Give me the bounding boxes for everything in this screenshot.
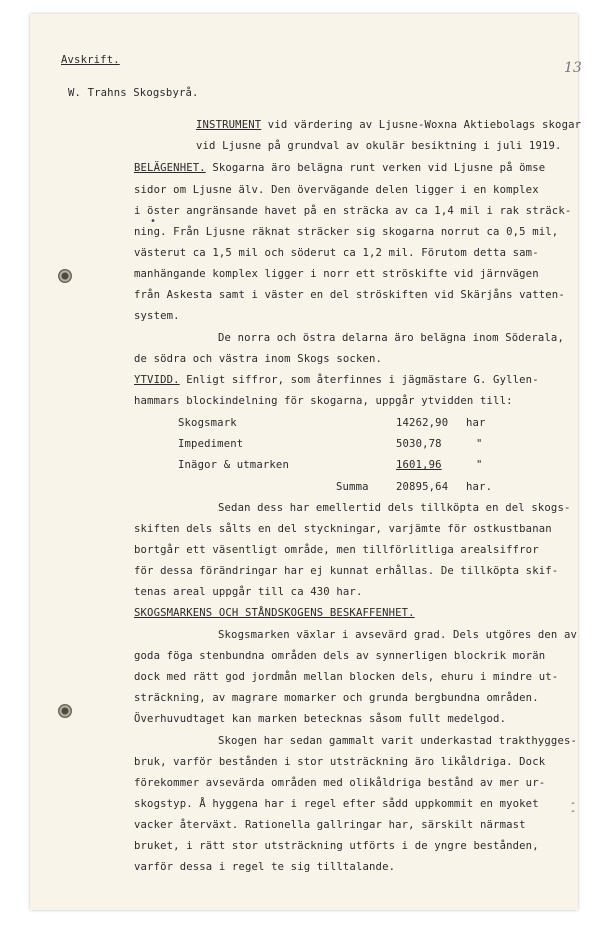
area-value: 1601,96 [396,459,442,471]
document-page [30,14,582,910]
belagenhet-line-1: BELÄGENHET. Skogarna äro belägna runt verken vid Ljusne på ömse [134,162,546,174]
text-line: för dessa förändringar har ej kunnat erhållas. De tillköpta skif- [134,565,559,577]
text-line: västerut ca 1,5 mil och söderut ca 1,2 mil. Förutom detta sam- [134,247,539,259]
section-heading-beskaffenhet: SKOGSMARKENS OCH STÅNDSKOGENS BESKAFFENHET. [134,607,415,619]
punch-hole-top [58,269,72,283]
intro-line-2: vid Ljusne på grundval av okulär besiktning i juli 1919. [196,140,562,152]
page-number: 13 [564,60,582,76]
ytvidd-line-1: YTVIDD. Enligt siffror, som återfinnes i jägmästare G. Gyllen- [134,374,539,386]
intro-line-1: INSTRUMENT vid värdering av Ljusne-Woxna Aktiebolags skogar [196,119,582,131]
text-line: sidor om Ljusne älv. Den övervägande delen ligger i en komplex [134,184,539,196]
document-heading: Avskrift. [61,54,120,66]
text-line: hammars blockindelning för skogarna, uppgår ytvidden till: [134,395,513,407]
text-line: Skogen har sedan gammalt varit underkastad trakthygges- [218,735,578,747]
text-line: ning. Från Ljusne räknat sträcker sig skogarna norrut ca 0,5 mil, [134,226,559,238]
area-unit: " [476,438,483,450]
text-line: vacker återväxt. Rationella gallringar har, särskilt närmast [134,819,526,831]
text-line: De norra och östra delarna äro belägna inom Söderala, [218,332,564,344]
area-label: Impediment [178,438,244,450]
area-unit: " [476,459,483,471]
author-line: W. Trahns Skogsbyrå. [68,87,199,99]
margin-tick: - [570,798,577,809]
text-line: bruk, varför bestånden i stor utsträckning äro likåldriga. Dock [134,756,546,768]
margin-tick: • [150,216,157,227]
text-line: från Askesta samt i väster en del ströskiften vid Skärjåns vatten- [134,289,565,301]
area-value: 14262,90 [396,417,449,429]
area-value: 5030,78 [396,438,442,450]
section-heading-belagenhet: BELÄGENHET. [134,162,206,174]
text-line: de södra och västra inom Skogs socken. [134,353,383,365]
text-line: Skogsmarken växlar i avsevärd grad. Dels utgöres den av [218,629,578,641]
margin-tick: - [570,806,577,817]
text-line: bortgår ett väsentligt område, men tillförlitliga arealsiffror [134,544,539,556]
area-unit: har [466,417,486,429]
text-line: goda föga stenbundna områden dels av synnerligen blockrik morän [134,650,546,662]
text-line: Sedan dess har emellertid dels tillköpta en del skogs- [218,502,571,514]
section-heading-ytvidd: YTVIDD. [134,374,180,386]
text-line: förekommer avsevärda områden med olikåldriga bestånd av mer ur- [134,777,546,789]
sum-unit: har. [466,481,493,493]
text-line: skogstyp. Å hyggena har i regel efter sådd uppkommit en myoket [134,798,539,810]
sum-value: 20895,64 [396,481,449,493]
area-label: Inägor & utmarken [178,459,289,471]
text-line: i öster angränsande havet på en sträcka av ca 1,4 mil i rak sträck- [134,205,572,217]
text-line: bruket, i rätt stor utsträckning utförts i de yngre bestånden, [134,840,539,852]
text-line: system. [134,310,180,322]
punch-hole-bottom [58,704,72,718]
text-line: sträckning, av magrare momarker och grunda bergbundna områden. [134,692,539,704]
area-label: Skogsmark [178,417,237,429]
intro-keyword: INSTRUMENT [196,119,262,131]
text-line: Överhuvudtaget kan marken betecknas såsom fullt medelgod. [134,713,507,725]
text-line: tenas areal uppgår till ca 430 har. [134,586,363,598]
text-line: manhängande komplex ligger i norr ett ströskifte vid järnvägen [134,268,539,280]
sum-label: Summa [336,481,369,493]
text-line: skiften dels sålts en del styckningar, varjämte för ostkustbanan [134,523,552,535]
text-line: varför dessa i regel te sig tilltalande. [134,861,396,873]
text-line: dock med rätt god jordmån mellan blocken dels, ehuru i mindre ut- [134,671,559,683]
